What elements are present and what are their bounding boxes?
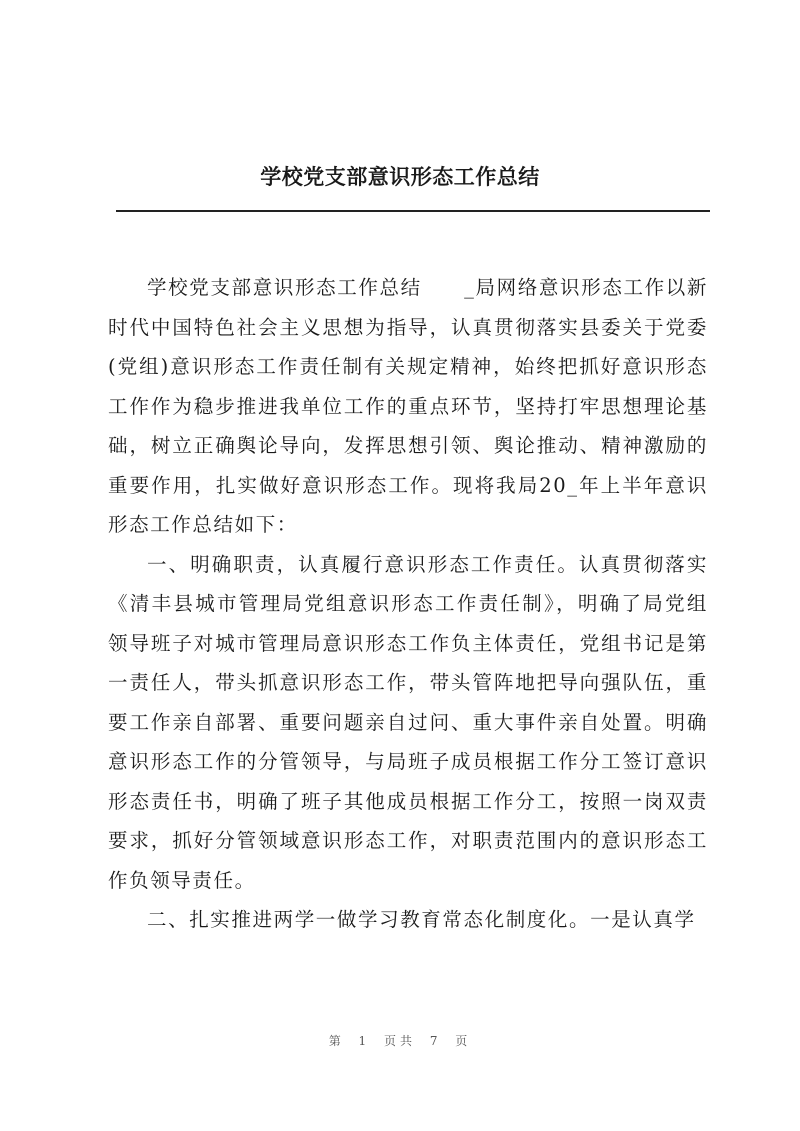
- paragraph-section-2: 二、扎实推进两学一做学习教育常态化制度化。一是认真学: [147, 908, 696, 931]
- page-number-footer: 第 1 页共 7 页: [328, 1034, 472, 1048]
- document-body: [108, 268, 708, 940]
- title-divider: [116, 210, 710, 212]
- paragraph-section-1: 一、明确职责，认真履行意识形态工作责任。认真贯彻落实《清丰县城市管理局党组意识形态工作责任制》，明确了局党组领导班子对城市管理局意识形态工作负主体责任，党组书记是第一责任人，带头抓意识形态工作，带头管阵地把导向强队伍，重要工作亲自部署、重要问题亲自过问、重大事件亲自处置。明确意识形态工作的分管领导，与局班子成员根据工作分工签订意识形态责任书，明确了班子其他成员根据工作分工，按照一岗双责要求，抓好分管领域意识形态工作，对职责范围内的意识形态工作负领导责任。: [108, 552, 708, 892]
- page-title: 学校党支部意识形态工作总结: [260, 164, 540, 189]
- paragraph-intro: 学校党支部意识形态工作总结 _局网络意识形态工作以新时代中国特色社会主义思想为指导，认真贯彻落实县委关于党委(党组)意识形态工作责任制有关规定精神，始终把抓好意识形态工作作为稳步推进我单位工作的重点环节，坚持打牢思想理论基础，树立正确舆论导向，发挥思想引领、舆论推动、精神激励的重要作用，扎实做好意识形态工作。现将我局20_年上半年意识形态工作总结如下：: [108, 276, 708, 536]
